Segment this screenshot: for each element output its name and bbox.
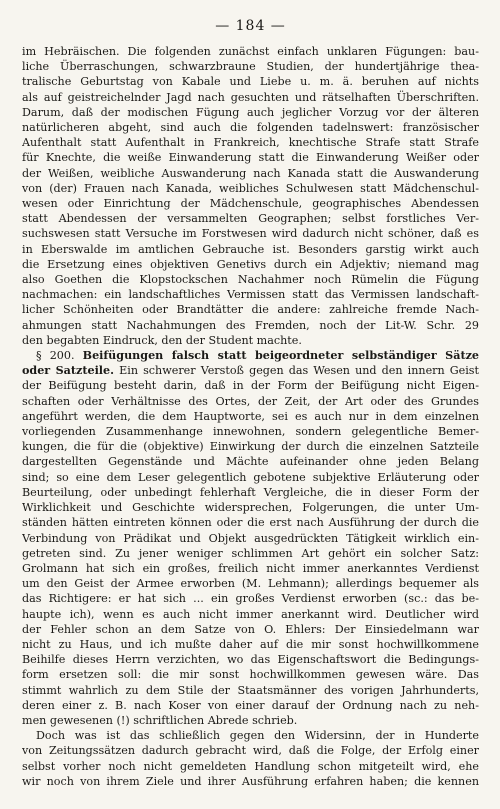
text-line: der Weißen, weibliche Auswanderung nach Kanada statt die Auswanderung <box>22 166 479 180</box>
text-line: ständen hätten eintreten können oder die erst nach Ausführung der durch die <box>22 516 479 530</box>
text-line: schaften oder Verhältnisse des Ortes, der Zeit, der Art oder des Grundes <box>22 394 479 408</box>
text-line: wesen oder Einrichtung der Mädchenschule, geographisches Abendessen <box>22 197 479 211</box>
section-heading-line-1 <box>22 348 479 363</box>
text-line: liche Überraschungen, schwarzbraune Studien, der hundertjährige thea- <box>22 60 479 74</box>
section-heading-part-1: Beifügungen falsch statt beigeordneter selbständiger Sätze <box>82 349 479 363</box>
text-line: haupte ich), wenn es auch nicht immer anerkannt wird. Deutlicher wird <box>22 607 479 621</box>
text-line: natürlicheren abgeht, sind auch die folgenden tadelnswert: französischer <box>22 121 479 135</box>
paragraph-2 <box>22 378 479 728</box>
text-line: Darum, daß der modischen Fügung auch jeglicher Vorzug vor der älteren <box>22 105 479 119</box>
text-line: tralische Geburtstag von Kabale und Liebe u. m. ä. beruhen auf nichts <box>22 75 479 89</box>
text-line: statt Abendessen der versammelten Geographen; selbst forstliches Ver- <box>22 212 479 226</box>
text-line: für Knechte, die weiße Einwanderung statt die Einwanderung Weißer oder <box>22 151 479 165</box>
text-line: Grolmann hat sich ein großes, freilich nicht immer anerkanntes Verdienst <box>22 561 479 575</box>
text-line: um den Geist der Armee erworben (M. Lehmann); allerdings bequemer als <box>22 577 479 591</box>
text-line: der Fehler schon an dem Satze von O. Ehlers: Der Einsiedelmann war <box>22 622 479 636</box>
text-line: form ersetzen soll: die mir sonst hochwillkommen gewesen wäre. Das <box>22 668 479 682</box>
text-line: sind; so eine dem Leser gelegentlich gebotene subjektive Erläuterung oder <box>22 470 479 484</box>
text-line: deren einer z. B. nach Koser von einer darauf der Ordnung nach zu neh- <box>22 698 479 712</box>
section-number: § 200. <box>36 349 75 363</box>
text-line: in Eberswalde im amtlichen Gebrauche ist. Besonders garstig wirkt auch <box>22 242 479 256</box>
text-line: die Ersetzung eines objektiven Genetivs durch ein Adjektiv; niemand mag <box>22 257 479 271</box>
text-line: im Hebräischen. Die folgenden zunächst einfach unklaren Fügungen: bau- <box>22 45 479 58</box>
text-line: von (der) Frauen nach Kanada, weibliches Schulwesen statt Mädchenschul- <box>22 181 479 195</box>
text-line: Verbindung von Prädikat und Objekt ausgedrückten Tätigkeit wirklich ein- <box>22 531 479 545</box>
text-line: suchswesen statt Versuche im Forstwesen wird dadurch nicht schöner, daß es <box>22 227 479 241</box>
text-line: wir noch von ihrem Ziele und ihrer Ausführung erfahren haben; die kennen <box>22 774 479 788</box>
text-line: also Goethen die Klopstockschen Nachahmer noch Rümelin die Fügung <box>22 273 479 287</box>
text-line: Wirklichkeit und Geschichte widersprechen, Folgerungen, die unter Um- <box>22 501 479 515</box>
text-line: als auf geistreichelnder Jagd nach gesuchten und rätselhaften Überschriften. <box>22 90 479 104</box>
text-line: den begabten Eindruck, den der Student machte. <box>22 333 302 347</box>
paragraph-3 <box>22 743 479 789</box>
text-line: der Beifügung besteht darin, daß in der Form der Beifügung nicht Eigen- <box>22 379 479 393</box>
text-line: getreten sind. Zu jener weniger schlimmen Art gehört ein solcher Satz: <box>22 546 479 560</box>
page-number-header <box>22 18 479 34</box>
paragraph-1 <box>22 44 479 348</box>
text-line: Beurteilung, oder unbedingt fehlerhaft Vergleiche, die in dieser Form der <box>22 485 479 499</box>
section-heading-line-2 <box>22 363 479 378</box>
text-line: von Zeitungssätzen dadurch gebracht wird, daß die Folge, der Erfolg einer <box>22 744 479 758</box>
page-number: — 184 — <box>215 18 286 34</box>
section-heading-part-2: oder Satzteile. <box>22 364 115 378</box>
text-line: kungen, die für die (objektive) Einwirkung der durch die einzelnen Satzteile <box>22 440 479 454</box>
paragraph-3-first-line: Doch was ist das schließlich gegen den Widersinn, der in Hunderte <box>36 729 479 743</box>
text-line: vorliegenden Zusammenhange innewohnen, sondern gelegentliche Bemer- <box>22 425 479 439</box>
text-line: Aufenthalt statt Aufenthalt in Frankreich, knechtische Strafe statt Strafe <box>22 136 479 150</box>
text-line: men gewesenen (!) schriftlichen Abrede schrieb. <box>22 713 298 727</box>
text-line: das Richtigere: er hat sich ... ein großes Verdienst erworben (sc.: das be- <box>22 592 479 606</box>
text-line: Beihilfe dieses Herrn verzichten, wo das Eigenschaftswort die Bedingungs- <box>22 653 479 667</box>
paragraph-2-first-line: Ein schwerer Verstoß gegen das Wesen und den innern Geist <box>119 364 479 378</box>
text-line: nachmachen: ein landschaftliches Vermissen statt das Vermissen landschaft- <box>22 288 479 302</box>
text-line: stimmt wahrlich zu dem Stile der Staatsmänner des vorigen Jahrhunderts, <box>22 683 479 697</box>
text-line: ahmungen statt Nachahmungen des Fremden, noch der Lit-W. Schr. 29 <box>22 318 479 332</box>
text-line: angeführt werden, die dem Hauptworte, sei es auch nur in dem einzelnen <box>22 409 479 423</box>
text-line: licher Schönheiten oder Brandtätter die andere: zahlreiche fremde Nach- <box>22 303 479 317</box>
text-line: dargestellten Gegenstände und Mächte aufeinander ohne jeden Belang <box>22 455 479 469</box>
text-line: selbst vorher noch nicht gemeldeten Handlung schon mitgeteilt wird, ehe <box>22 759 479 773</box>
text-line: nicht zu Haus, und ich mußte daher auf die mir sonst hochwillkommene <box>22 637 479 651</box>
